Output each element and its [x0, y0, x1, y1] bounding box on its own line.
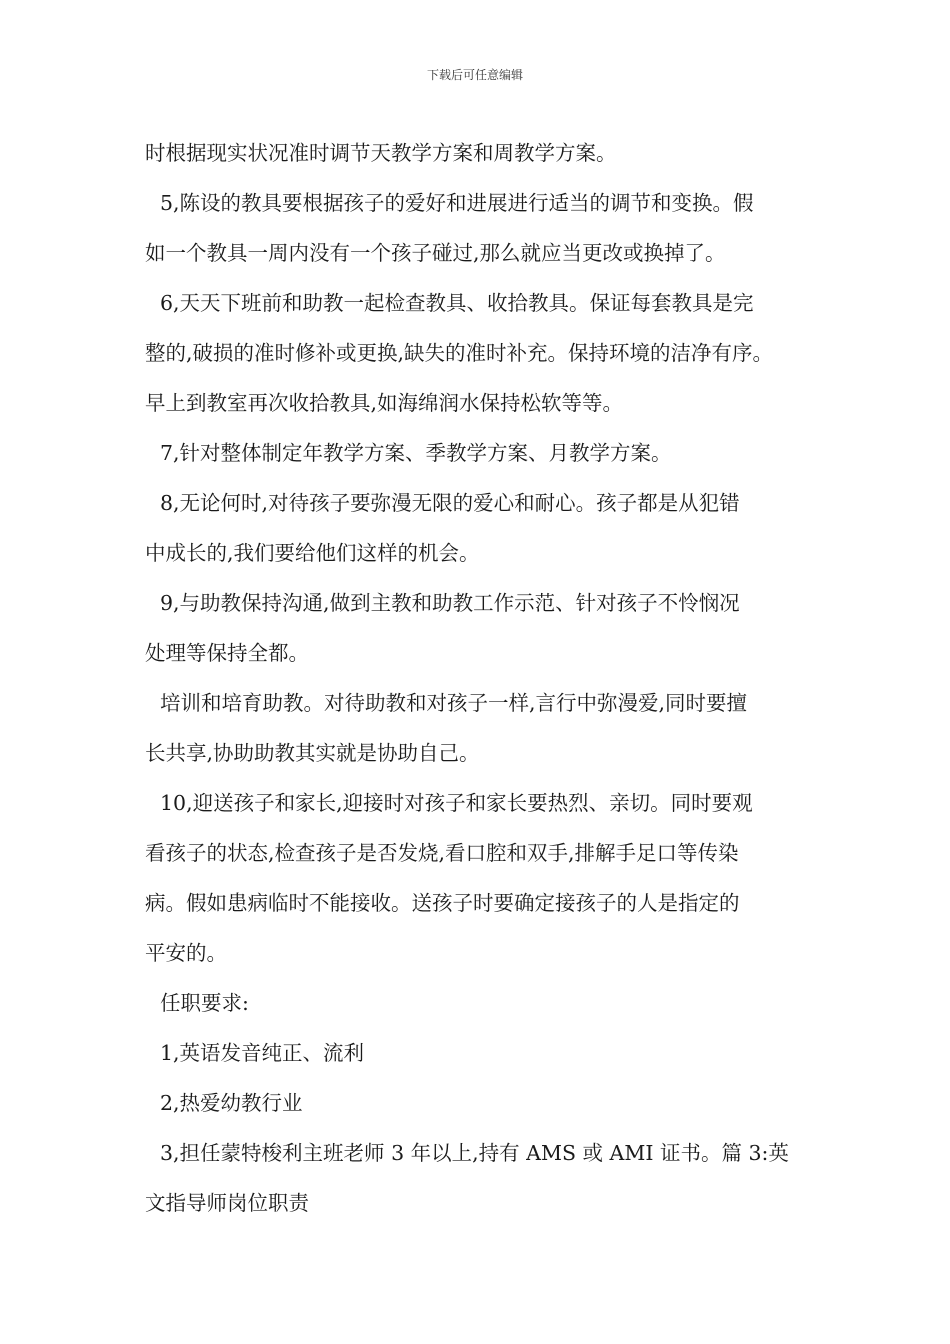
text-line: 2,热爱幼教行业: [160, 1091, 303, 1115]
text-line: 10,迎送孩子和家长,迎接时对孩子和家长要热烈、亲切。同时要观: [160, 791, 753, 815]
text-line: 任职要求:: [160, 991, 249, 1015]
text-line: 早上到教室再次收拾教具,如海绵润水保持松软等等。: [145, 391, 624, 415]
text-line: 5,陈设的教具要根据孩子的爱好和进展进行适当的调节和变换。假: [160, 191, 754, 215]
text-line: 7,针对整体制定年教学方案、季教学方案、月教学方案。: [160, 441, 672, 465]
text-line: 1,英语发音纯正、流利: [160, 1041, 365, 1065]
text-line: 如一个教具一周内没有一个孩子碰过,那么就应当更改或换掉了。: [145, 241, 726, 265]
text-line: 9,与助教保持沟通,做到主教和助教工作示范、针对孩子不怜悯况: [160, 591, 740, 615]
page-header: 下载后可任意编辑: [426, 68, 523, 82]
document-body: [145, 128, 825, 1228]
text-line: 病。假如患病临时不能接收。送孩子时要确定接孩子的人是指定的: [145, 891, 740, 915]
text-line: 看孩子的状态,检查孩子是否发烧,看口腔和双手,排解手足口等传染: [145, 841, 739, 865]
text-line: 整的,破损的准时修补或更换,缺失的准时补充。保持环境的洁净有序。: [145, 341, 774, 365]
text-line: 6,天天下班前和助教一起检查教具、收拾教具。保证每套教具是完: [160, 291, 754, 315]
text-line: 平安的。: [145, 941, 227, 965]
text-line: 时根据现实状况准时调节天教学方案和周教学方案。: [145, 141, 617, 165]
text-line: 3,担任蒙特梭利主班老师 3 年以上,持有 AMS 或 AMI 证书。篇 3:英: [160, 1141, 789, 1165]
text-line: 培训和培育助教。对待助教和对孩子一样,言行中弥漫爱,同时要擅: [160, 691, 748, 715]
text-line: 长共享,协助助教其实就是协助自己。: [145, 741, 480, 765]
text-line: 8,无论何时,对待孩子要弥漫无限的爱心和耐心。孩子都是从犯错: [160, 491, 740, 515]
text-line: 文指导师岗位职责: [145, 1191, 309, 1215]
text-line: 中成长的,我们要给他们这样的机会。: [145, 541, 480, 565]
text-line: 处理等保持全都。: [145, 641, 309, 665]
